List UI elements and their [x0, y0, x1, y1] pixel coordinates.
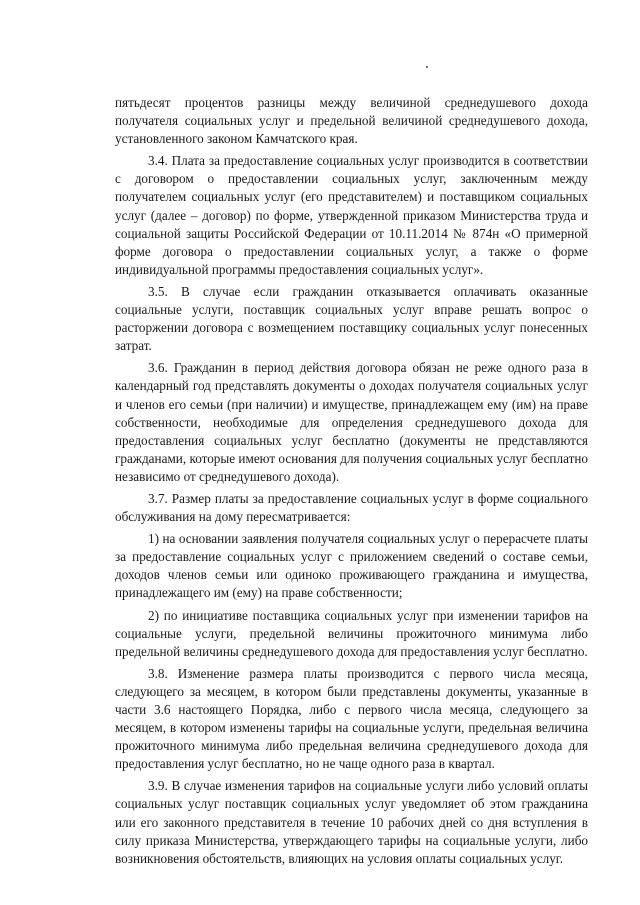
- paragraph-3-7-item-2: 2) по инициативе поставщика социальных услуг при изменении тарифов на социальные услуги, предельной величины прожиточного минимума либо предельной величины среднедушевого дохода для предоставления услуг бесплатно.: [115, 607, 588, 659]
- paragraph-3-6: 3.6. Гражданин в период действия договора обязан не реже одного раза в календарный год представлять документы о доходах получателя социальных услуг и членов его семьи (при наличии) и имуществе, принадлежащем ему (им) на праве собственности, необходимые для определения среднедушевого дохода для предоставления социальных услуг бесплатно (документы не представляются гражданами, которые имеют основания для получения социальных услуг бесплатно независимо от среднедушевого дохода).: [115, 360, 588, 484]
- paragraph-continuation: пятьдесят процентов разницы между величиной среднедушевого дохода получателя социальных услуг и предельной величиной среднедушевого дохода, установленного законом Камчатского края.: [115, 95, 588, 147]
- paragraph-3-9: 3.9. В случае изменения тарифов на социальные услуги либо условий оплаты социальных услуг поставщик социальных услуг уведомляет об этом гражданина или его законного представителя в течение 10 рабочих дней со дня вступления в силу приказа Министерства, утверждающего тарифы на социальные услуги, либо возникновения обстоятельств, влияющих на условия оплаты социальных услуг.: [115, 778, 588, 866]
- scan-speck: [426, 66, 428, 68]
- paragraph-3-7-item-1: 1) на основании заявления получателя социальных услуг о перерасчете платы за предоставление социальных услуг с приложением сведений о составе семьи, доходов членов семьи или одиноко проживающего гражданина и имущества, принадлежащего им (ему) на праве собственности;: [115, 531, 588, 601]
- paragraph-3-8: 3.8. Изменение размера платы производится с первого числа месяца, следующего за месяцем, в котором были представлены документы, указанные в части 3.6 настоящего Порядка, либо с первого числа месяца, следующего за месяцем, в котором изменены тарифы на социальные услуги, предельная величина прожиточного минимума либо предельная величина среднедушевого дохода для предоставления услуг бесплатно, но не чаще одного раза в квартал.: [115, 665, 588, 772]
- paragraph-3-5: 3.5. В случае если гражданин отказывается оплачивать оказанные социальные услуги, поставщик социальных услуг вправе решать вопрос о расторжении договора с возмещением поставщику социальных услуг понесенных затрат.: [115, 283, 588, 354]
- paragraph-3-4: 3.4. Плата за предоставление социальных услуг производится в соответствии с договором о предоставлении социальных услуг, заключенным между получателем социальных услуг (его представителем) и поставщиком социальных услуг (далее – договор) по форме, утвержденной приказом Министерства труда и социальной защиты Российской Федерации от 10.11.2014 № 874н «О примерной форме договора о предоставлении социальных услуг, а также о форме индивидуальной программы предоставления социальных услуг».: [115, 153, 588, 277]
- paragraph-3-7: 3.7. Размер платы за предоставление социальных услуг в форме социального обслуживания на дому пересматривается:: [115, 490, 588, 525]
